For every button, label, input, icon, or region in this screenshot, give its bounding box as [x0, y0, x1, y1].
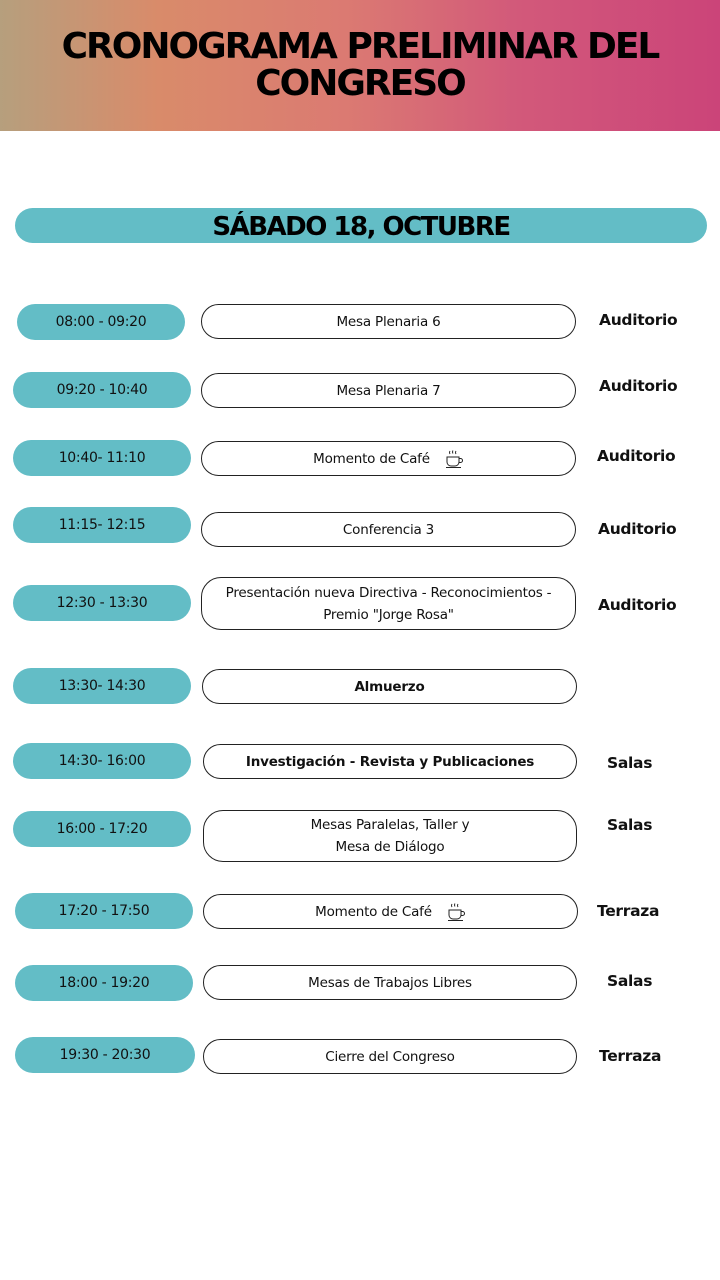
event-label: Mesa Plenaria 7 — [336, 382, 441, 399]
event-box — [203, 810, 577, 862]
time-slot: 13:30- 14:30 — [13, 668, 191, 704]
location-label: Auditorio — [599, 377, 678, 395]
event-box — [201, 304, 576, 339]
event-label: Mesas Paralelas, Taller y Mesa de Diálogo — [310, 817, 470, 855]
location-label: Terraza — [599, 1047, 662, 1065]
coffee-cup-icon — [444, 449, 464, 469]
event-label: Almuerzo — [354, 678, 425, 695]
event-box — [201, 577, 576, 630]
event-box — [202, 669, 577, 704]
time-slot: 12:30 - 13:30 — [13, 585, 191, 621]
location-label: Salas — [607, 816, 653, 834]
event-label: Investigación - Revista y Publicaciones — [245, 753, 535, 770]
time-slot: 11:15- 12:15 — [13, 507, 191, 543]
event-label: Momento de Café — [313, 450, 430, 467]
time-slot: 14:30- 16:00 — [13, 743, 191, 779]
time-slot: 16:00 - 17:20 — [13, 811, 191, 847]
time-slot: 10:40- 11:10 — [13, 440, 191, 476]
location-label: Auditorio — [598, 596, 677, 614]
header-banner — [0, 0, 720, 131]
location-label: Auditorio — [599, 311, 678, 329]
location-label: Auditorio — [597, 447, 676, 465]
event-label: Mesa Plenaria 6 — [336, 313, 441, 330]
event-label: Mesas de Trabajos Libres — [308, 974, 472, 991]
event-label: Presentación nueva Directiva - Reconocimientos - Premio "Jorge Rosa" — [225, 584, 552, 623]
page-title: CRONOGRAMA PRELIMINAR DEL CONGRESO — [61, 26, 659, 104]
event-box — [201, 512, 576, 547]
location-label: Terraza — [597, 902, 660, 920]
event-label: Cierre del Congreso — [325, 1048, 455, 1065]
event-label: Conferencia 3 — [342, 521, 435, 538]
time-slot: 09:20 - 10:40 — [13, 372, 191, 408]
event-box — [201, 373, 576, 408]
time-slot: 08:00 - 09:20 — [17, 304, 185, 340]
event-box — [203, 894, 578, 929]
location-label: Salas — [607, 972, 653, 990]
time-slot: 17:20 - 17:50 — [15, 893, 193, 929]
event-label: Momento de Café — [315, 903, 432, 920]
event-box — [203, 965, 577, 1000]
event-box — [201, 441, 576, 476]
day-heading: SÁBADO 18, OCTUBRE — [15, 208, 707, 243]
location-label: Auditorio — [598, 520, 677, 538]
time-slot: 18:00 - 19:20 — [15, 965, 193, 1001]
location-label: Salas — [607, 754, 653, 772]
event-box — [203, 1039, 577, 1074]
event-box — [203, 744, 577, 779]
time-slot: 19:30 - 20:30 — [15, 1037, 195, 1073]
coffee-cup-icon — [446, 902, 466, 922]
